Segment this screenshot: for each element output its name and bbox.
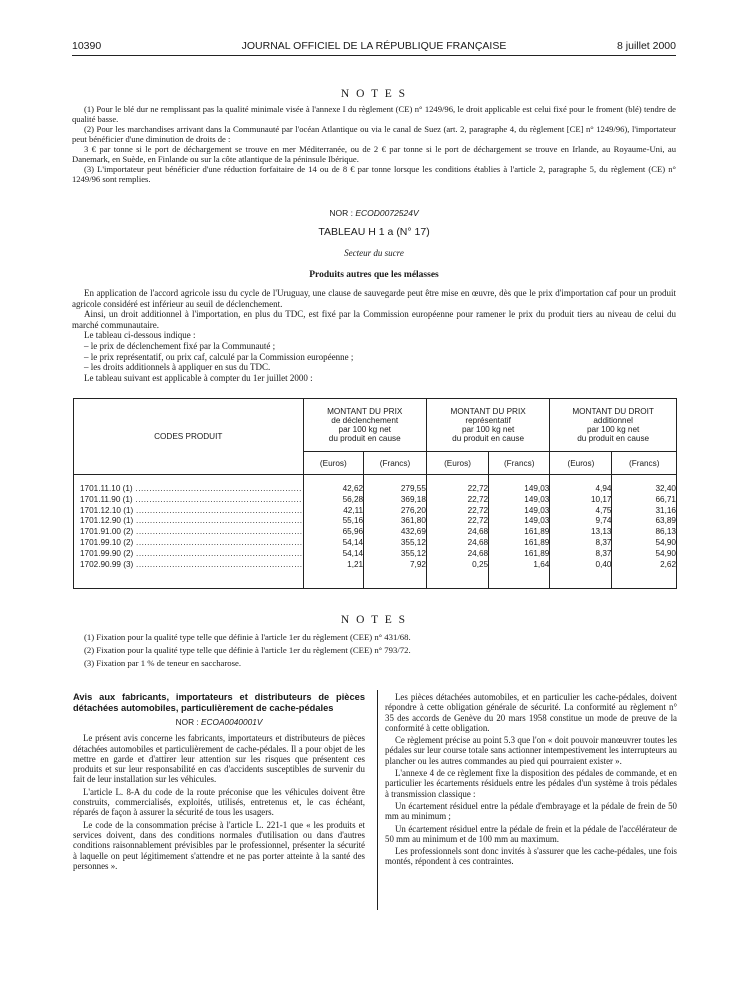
avis-paragraph: Les pièces détachées automobiles, et en particulier les cache-pédales, doivent répondre à cette obligation générale de sécurité. La conformité au règlement n° 35 des accords de Genève du 20 mars 1958 constitue un mode de preuve de la conformité à cette obligation. — [385, 692, 677, 733]
table-cell: 31,16 — [655, 505, 676, 515]
table-cell: 55,16 — [342, 516, 364, 526]
table-cell: 355,12 — [400, 548, 426, 558]
intro-paragraph: Le tableau suivant est applicable à compter du 1er juillet 2000 : — [84, 372, 313, 383]
nor-code: ECOD0072524V — [355, 208, 419, 218]
notes-top-title: N O T E S — [340, 88, 408, 100]
avis-paragraph: Un écartement résiduel entre la pédale d'embrayage et la pédale de frein de 50 mm au minimum ; — [385, 800, 677, 822]
tableau-title: TABLEAU H 1 a (N° 17) — [318, 226, 430, 238]
table-cell: 149,03 — [524, 494, 550, 504]
avis-right-column — [385, 692, 677, 869]
table-cell: 66,71 — [655, 494, 676, 504]
secteur-label: Secteur du sucre — [344, 248, 404, 258]
table-cell: 24,68 — [467, 548, 489, 558]
codes-column — [74, 475, 304, 589]
table-cell: 2,62 — [660, 559, 676, 569]
note-item: (1) Fixation pour la qualité type telle que définie à l'article 1er du règlement (CEE) n° 431/68. — [84, 632, 411, 642]
table-cell: 149,03 — [524, 484, 550, 493]
product-code: 1701.12.90 (1) ............................................................ — [80, 516, 303, 526]
nor-label: NOR : — [175, 717, 199, 727]
notes-bottom-title: N O T E S — [340, 614, 408, 626]
table-cell: 9,74 — [595, 516, 612, 526]
table-cell: 42,62 — [342, 484, 364, 493]
avis-paragraph: L'annexe 4 de ce règlement fixe la disposition des pédales de commande, et en particulier les écartements résiduels entre les pédales d'un système à trois pédales à transmission classique : — [385, 768, 677, 799]
column-divider — [377, 690, 378, 910]
product-code: 1701.11.90 (1) ............................................................ — [80, 494, 302, 504]
note-item: (3) Fixation par 1 % de teneur en saccharose. — [84, 658, 242, 668]
intro-text — [72, 288, 676, 383]
intro-paragraph: Ainsi, un droit additionnel à l'importation, en plus du TDC, est fixé par la Commission européenne pour ramener le prix du produit tiers au niveau de celui du marché communautaire. — [72, 309, 676, 330]
intro-bullet: – le prix de déclenchement fixé par la Communauté ; — [84, 340, 276, 351]
table-cell: 22,72 — [467, 494, 489, 504]
subheader-francs: (Francs) — [612, 452, 677, 475]
table-cell: 22,72 — [467, 505, 489, 515]
table-cell: 279,55 — [400, 484, 426, 493]
table-cell: 276,20 — [400, 505, 426, 515]
subheader-euros: (Euros) — [550, 452, 612, 475]
avis-nor — [73, 717, 365, 727]
subheader-euros: (Euros) — [303, 452, 364, 475]
table-cell: 4,94 — [595, 484, 612, 493]
table-cell: 22,72 — [467, 516, 489, 526]
issue-date: 8 juillet 2000 — [617, 40, 676, 52]
value-column — [426, 475, 488, 589]
table-cell: 63,89 — [655, 516, 676, 526]
table-cell: 10,17 — [590, 494, 612, 504]
nor-label: NOR : — [329, 208, 353, 218]
avis-paragraph: Le présent avis concerne les fabricants, importateurs et distributeurs de pièces détachées automobiles et particulièrement de cache-pédales. Il a pour objet de les mettre en garde et d'attirer leur attention sur les risques que présentent ces produits et sur leur responsabilité en cas d'accidents susceptibles de survenir du fait de leur installation sur les véhicules. — [73, 733, 365, 785]
table-cell: 42,11 — [343, 505, 364, 515]
journal-title: JOURNAL OFFICIEL DE LA RÉPUBLIQUE FRANÇAISE — [241, 40, 507, 52]
value-column — [303, 475, 364, 589]
table-cell: 65,96 — [342, 527, 364, 537]
group-header-droit: MONTANT DU DROIT additionnel par 100 kg net du produit en cause — [550, 399, 677, 452]
avis-left-column — [73, 692, 365, 873]
table-cell: 24,68 — [467, 537, 489, 547]
table-cell: 32,40 — [655, 484, 676, 493]
table-cell: 355,12 — [400, 537, 426, 547]
product-code: 1701.99.10 (2) ............................................................ — [80, 537, 303, 547]
avis-paragraph: Le code de la consommation précise à l'article L. 221-1 que « les produits et services doivent, dans des conditions normales d'utilisation ou dans d'autres conditions raisonnablement prévisibles par le professionnel, présenter la sécurité à laquelle on peut légitimement s'attendre et ne pas porter atteinte à la santé des personnes ». — [73, 819, 365, 871]
table-cell: 7,92 — [409, 559, 426, 569]
table-cell: 161,89 — [524, 527, 550, 537]
intro-paragraph: Le tableau ci-dessous indique : — [84, 330, 196, 341]
note-item: (2) Pour les marchandises arrivant dans la Communauté par l'océan Atlantique ou via le canal de Suez (art. 2, paragraphe 4, du règlement [CE] n° 1249/96), l'importateur peut bénéficier d'une diminution de droits de : — [72, 124, 676, 144]
table-cell: 24,68 — [467, 527, 489, 537]
product-code: 1701.91.00 (2) ............................................................ — [80, 527, 303, 537]
avis-paragraph: L'article L. 8-A du code de la route préconise que les véhicules doivent être construits, commercialisés, exploités, utilisés, entretenus et, le cas échéant, réparés de façon à assurer la sécurité de tous les usagers. — [73, 786, 365, 818]
table-cell: 56,28 — [342, 494, 364, 504]
table-cell: 432,69 — [400, 527, 426, 537]
table-cell: 161,89 — [524, 548, 550, 558]
value-column — [612, 475, 677, 589]
product-code: 1701.99.90 (2) ............................................................ — [80, 548, 303, 558]
avis-paragraph: Les professionnels sont donc invités à s'assurer que les cache-pédales, une fois montés, répondent à ces contraintes. — [385, 846, 677, 867]
group-header-declenchement: MONTANT DU PRIX de déclenchement par 100 kg net du produit en cause — [303, 399, 426, 452]
subheader-francs: (Francs) — [364, 452, 427, 475]
notes-top — [72, 104, 676, 184]
page-header — [72, 40, 676, 54]
table-cell: 369,18 — [400, 494, 426, 504]
table-cell: 54,14 — [342, 537, 364, 547]
product-code: 1702.90.99 (3) ............................................................ — [80, 559, 303, 569]
header-rule — [72, 55, 676, 56]
table-cell: 22,72 — [467, 484, 489, 493]
avis-title: Avis aux fabricants, importateurs et distributeurs de pièces détachées automobiles, particulièrement de cache-pédales — [73, 692, 365, 713]
value-column — [489, 475, 550, 589]
produits-title: Produits autres que les mélasses — [309, 270, 439, 280]
product-code: 1701.12.10 (1) ............................................................ — [80, 505, 303, 515]
table-cell: 149,03 — [524, 516, 550, 526]
note-item: (2) Fixation pour la qualité type telle que définie à l'article 1er du règlement (CEE) n° 793/72. — [84, 645, 411, 655]
table-cell: 13,13 — [590, 527, 612, 537]
notes-bottom — [72, 631, 676, 670]
intro-bullet: – les droits additionnels à appliquer en sus du TDC. — [84, 362, 271, 373]
table-cell: 149,03 — [524, 505, 550, 515]
table-cell: 361,80 — [400, 516, 426, 526]
table-cell: 54,90 — [655, 548, 676, 558]
intro-bullet: – le prix représentatif, ou prix caf, calculé par la Commission européenne ; — [84, 351, 354, 362]
avis-paragraph: Un écartement résiduel entre la pédale de frein et la pédale de l'accélérateur de 50 mm au minimum et de 100 mm au maximum. — [385, 823, 677, 844]
table-cell: 86,13 — [655, 527, 676, 537]
table-cell: 0,40 — [595, 559, 612, 569]
note-item: (3) L'importateur peut bénéficier d'une réduction forfaitaire de 14 ou de 8 € par tonne lorsque les conditions établies à l'article 2, paragraphe 5, du règlement (CE) n° 1249/96 sont remplies. — [72, 164, 676, 184]
table-body-row — [74, 475, 677, 589]
table-cell: 54,14 — [342, 548, 364, 558]
table-cell: 8,37 — [595, 537, 612, 547]
page-number: 10390 — [72, 40, 102, 52]
intro-paragraph: En application de l'accord agricole issu du cycle de l'Uruguay, une clause de sauvegarde peut être mise en œuvre, dès que le prix d'importation caf pour un produit agricole considéré est inférieur au seuil de déclenchement. — [72, 288, 676, 309]
product-code: 1701.11.10 (1) ............................................................ — [80, 484, 302, 493]
avis-paragraph: Ce règlement précise au point 5.3 que l'on « doit pouvoir manœuvrer toutes les pédales sur leur course totale sans actionner intempestivement les interrupteurs au plancher ou les autres commandes au pied qui pourraient exister ». — [385, 735, 677, 766]
table-cell: 1,64 — [533, 559, 550, 569]
table-cell: 4,75 — [595, 505, 612, 515]
nor-code: ECOA0040001V — [201, 717, 263, 727]
codes-header: CODES PRODUIT — [74, 399, 304, 475]
value-column — [550, 475, 612, 589]
note-item: 3 € par tonne si le port de déchargement se trouve en mer Méditerranée, ou de 2 € par tonne si le port de déchargement se trouve en Irlande, au Royaume-Uni, au Danemark, en Suède, en Finlande ou sur la côte atlantique de la péninsule Ibérique. — [72, 144, 676, 164]
table-cell: 161,89 — [524, 537, 550, 547]
nor-reference — [72, 208, 676, 218]
table-cell: 54,90 — [655, 537, 676, 547]
value-column — [364, 475, 427, 589]
table-cell: 0,25 — [472, 559, 489, 569]
subheader-francs: (Francs) — [489, 452, 550, 475]
table-cell: 8,37 — [595, 548, 612, 558]
subheader-euros: (Euros) — [426, 452, 488, 475]
note-item: (1) Pour le blé dur ne remplissant pas la qualité minimale visée à l'annexe I du règlement (CE) n° 1249/96, le droit applicable est celui fixé pour le froment (blé) tendre de qualité basse. — [72, 104, 676, 124]
table-cell: 1,21 — [347, 559, 364, 569]
group-header-representatif: MONTANT DU PRIX représentatif par 100 kg net du produit en cause — [426, 399, 549, 452]
price-table — [73, 398, 677, 589]
